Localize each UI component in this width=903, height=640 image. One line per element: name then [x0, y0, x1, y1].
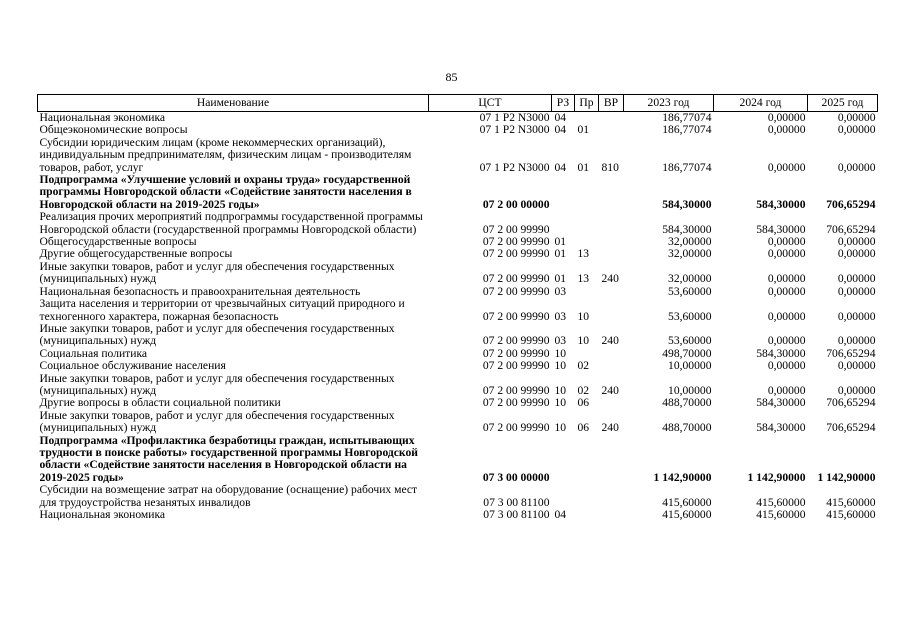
header-vr: ВР [599, 95, 624, 112]
table-row [38, 484, 878, 509]
row-value-2025: 0,00000 [837, 383, 876, 397]
header-rz: РЗ [552, 95, 575, 112]
row-value-2023: 1 142,90000 [653, 470, 712, 484]
table-row [38, 323, 878, 348]
row-vr: 240 [601, 383, 619, 397]
row-cst: 07 2 00 99990 [482, 236, 550, 249]
row-cst: 07 2 00 99990 [482, 360, 550, 373]
table-row [38, 261, 878, 286]
table-row [38, 112, 878, 125]
row-name: Национальная безопасность и правоохранительная деятельность [39, 285, 361, 298]
row-vr [599, 360, 624, 372]
table-row [38, 360, 878, 372]
row-value-2024: 415,60000 [756, 509, 806, 521]
row-value-2023: 186,77074 [662, 124, 712, 137]
row-pr [575, 112, 599, 125]
header-pr: Пр [575, 95, 599, 112]
row-cst: 07 2 00 99990 [482, 347, 550, 360]
table-row [38, 509, 878, 521]
row-value-2023: 415,60000 [662, 495, 712, 509]
row-value-2023: 53,60000 [668, 334, 712, 348]
row-cst: 07 1 Р2 N3000 [479, 111, 550, 124]
row-pr: 13 [577, 248, 590, 261]
row-value-2025: 0,00000 [837, 309, 876, 323]
row-value-2024: 0,00000 [767, 160, 806, 174]
table-row [38, 211, 878, 236]
row-value-2025: 415,60000 [826, 495, 876, 509]
row-rz: 04 [554, 509, 567, 521]
row-name: Иные закупки товаров, работ и услуг для обеспечения государственных (муниципальных) нужд [39, 409, 395, 435]
page-number: 85 [445, 70, 458, 84]
row-name: Социальное обслуживание населения [39, 360, 226, 373]
row-cst: 07 1 Р2 N3000 [479, 160, 550, 174]
row-name: Субсидии юридическим лицам (кроме некоммерческих организаций), индивидуальным предпринимателям, физическим лицам - производителям товаров, работ, услуг [39, 136, 412, 174]
row-value-2023: 488,70000 [662, 397, 712, 410]
table-row [38, 397, 878, 409]
row-value-2023: 10,00000 [668, 360, 712, 373]
row-pr: 10 [577, 334, 590, 348]
header-cst: ЦСТ [429, 95, 552, 112]
row-pr [575, 509, 599, 521]
row-vr [599, 211, 624, 236]
row-value-2025: 0,00000 [837, 160, 876, 174]
row-value-2023: 32,00000 [668, 236, 712, 249]
row-name: Подпрограмма «Улучшение условий и охраны труда» государственной программы Новгородской области «Содействие занятости населения в Новгородской области на 2019-2025 годы» [39, 174, 412, 211]
row-pr [575, 236, 599, 248]
row-vr: 810 [601, 160, 619, 174]
row-value-2023: 53,60000 [668, 309, 712, 323]
row-value-2025: 0,00000 [837, 360, 876, 373]
row-name: Социальная политика [39, 347, 148, 360]
row-cst: 07 1 Р2 N3000 [479, 124, 550, 137]
row-vr [599, 397, 624, 409]
row-value-2023: 53,60000 [668, 285, 712, 298]
row-vr [599, 435, 624, 485]
header-name: Наименование [38, 95, 429, 112]
table-row [38, 286, 878, 298]
row-vr: 240 [601, 334, 619, 348]
row-value-2024: 0,00000 [767, 285, 806, 298]
row-name: Иные закупки товаров, работ и услуг для обеспечения государственных (муниципальных) нужд [39, 322, 395, 348]
row-rz: 01 [554, 248, 567, 261]
row-pr: 13 [577, 272, 590, 286]
row-vr [599, 174, 624, 211]
row-value-2023: 498,70000 [662, 347, 712, 360]
row-value-2025: 0,00000 [837, 334, 876, 348]
row-rz: 03 [554, 309, 567, 323]
row-vr [599, 112, 624, 125]
table-row [38, 174, 878, 211]
row-cst: 07 2 00 99990 [482, 334, 550, 348]
table-row [38, 124, 878, 136]
row-pr: 06 [577, 421, 590, 435]
row-cst: 07 3 00 00000 [482, 470, 550, 484]
row-rz: 01 [554, 272, 567, 286]
row-value-2023: 488,70000 [662, 421, 712, 435]
row-cst: 07 2 00 99990 [482, 421, 550, 435]
row-value-2025: 0,00000 [837, 111, 876, 124]
row-cst: 07 2 00 00000 [482, 197, 550, 211]
row-rz: 10 [554, 360, 567, 373]
row-value-2024: 0,00000 [767, 236, 806, 249]
row-pr [575, 174, 599, 211]
row-value-2024: 584,30000 [756, 421, 806, 435]
row-value-2025: 0,00000 [837, 248, 876, 261]
row-rz: 10 [554, 421, 567, 435]
row-value-2023: 10,00000 [668, 383, 712, 397]
table-row [38, 373, 878, 398]
row-value-2023: 415,60000 [662, 509, 712, 521]
row-value-2024: 0,00000 [767, 383, 806, 397]
row-rz: 03 [554, 334, 567, 348]
table-row [38, 137, 878, 174]
row-rz: 04 [554, 111, 567, 124]
row-value-2023: 186,77074 [662, 111, 712, 124]
row-value-2024: 584,30000 [756, 347, 806, 360]
row-rz: 04 [554, 124, 567, 137]
row-value-2023: 584,30000 [662, 197, 712, 211]
row-vr [599, 348, 624, 360]
row-value-2024: 0,00000 [767, 360, 806, 373]
row-rz: 03 [554, 285, 567, 298]
row-value-2024: 584,30000 [756, 397, 806, 410]
row-pr [575, 286, 599, 298]
table-row [38, 236, 878, 248]
row-value-2024: 0,00000 [767, 248, 806, 261]
row-cst: 07 2 00 99990 [482, 397, 550, 410]
row-cst: 07 2 00 99990 [482, 222, 550, 236]
row-cst: 07 3 00 81100 [483, 495, 550, 509]
row-name: Иные закупки товаров, работ и услуг для обеспечения государственных (муниципальных) нужд [39, 260, 395, 286]
row-rz [552, 211, 575, 236]
row-cst: 07 2 00 99990 [482, 285, 550, 298]
row-value-2025: 0,00000 [837, 285, 876, 298]
row-value-2023: 584,30000 [662, 222, 712, 236]
row-value-2024: 584,30000 [756, 197, 806, 211]
row-value-2025: 415,60000 [826, 509, 876, 521]
row-name: Национальная экономика [39, 509, 166, 521]
row-pr: 06 [577, 397, 590, 410]
row-pr: 01 [577, 124, 590, 137]
row-vr [599, 124, 624, 136]
row-rz [552, 484, 575, 509]
row-value-2025: 0,00000 [837, 236, 876, 249]
row-name: Подпрограмма «Профилактика безработицы граждан, испытывающих трудности в поиске работы» государственной программы Новгородской области «Содействие занятости населения в Новгородской области на 2019-2025 годы» [39, 434, 418, 484]
row-name: Общеэкономические вопросы [39, 124, 188, 137]
row-cst: 07 2 00 99990 [482, 309, 550, 323]
row-value-2025: 706,65294 [826, 222, 876, 236]
row-name: Другие общегосударственные вопросы [39, 248, 233, 261]
row-pr: 02 [577, 360, 590, 373]
row-value-2024: 1 142,90000 [747, 470, 806, 484]
row-rz [552, 174, 575, 211]
header-2025: 2025 год [808, 95, 878, 112]
row-pr: 10 [577, 309, 590, 323]
row-cst: 07 2 00 99990 [482, 272, 550, 286]
row-value-2023: 32,00000 [668, 248, 712, 261]
row-vr [599, 298, 624, 323]
row-value-2025: 0,00000 [837, 272, 876, 286]
row-rz: 10 [554, 397, 567, 410]
row-vr [599, 484, 624, 509]
row-value-2024: 415,60000 [756, 495, 806, 509]
row-cst: 07 2 00 99990 [482, 248, 550, 261]
row-value-2024: 0,00000 [767, 334, 806, 348]
row-value-2025: 706,65294 [826, 347, 876, 360]
table-row [38, 435, 878, 485]
row-value-2023: 186,77074 [662, 160, 712, 174]
row-vr [599, 248, 624, 260]
row-vr: 240 [601, 272, 619, 286]
row-pr [575, 211, 599, 236]
row-vr [599, 286, 624, 298]
row-value-2024: 0,00000 [767, 124, 806, 137]
row-pr [575, 435, 599, 485]
row-value-2024: 0,00000 [767, 309, 806, 323]
row-rz [552, 435, 575, 485]
row-pr: 01 [577, 160, 590, 174]
table-body [38, 112, 878, 522]
row-pr: 02 [577, 383, 590, 397]
header-2024: 2024 год [714, 95, 808, 112]
table-row [38, 248, 878, 260]
row-pr [575, 484, 599, 509]
budget-table [37, 94, 878, 521]
row-name: Субсидии на возмещение затрат на оборудование (оснащение) рабочих мест для трудоустройства незанятых инвалидов [39, 484, 418, 509]
row-value-2025: 706,65294 [826, 197, 876, 211]
row-name: Национальная экономика [39, 111, 166, 124]
row-value-2025: 706,65294 [826, 397, 876, 410]
row-name: Защита населения и территории от чрезвычайных ситуаций природного и техногенного характера, пожарная безопасность [39, 298, 405, 323]
row-name: Реализация прочих мероприятий подпрограммы государственной программы Новгородской области (государственной программы Новгородской области) [39, 211, 423, 236]
row-rz: 10 [554, 347, 567, 360]
row-vr [599, 509, 624, 521]
row-cst: 07 2 00 99990 [482, 383, 550, 397]
row-vr: 240 [601, 421, 619, 435]
table-row [38, 348, 878, 360]
table-row [38, 298, 878, 323]
row-value-2025: 1 142,90000 [817, 470, 876, 484]
row-name: Общегосударственные вопросы [39, 236, 197, 249]
row-value-2025: 0,00000 [837, 124, 876, 137]
table-header-row [38, 95, 878, 112]
row-pr [575, 348, 599, 360]
row-value-2024: 0,00000 [767, 111, 806, 124]
row-rz: 01 [554, 236, 567, 249]
row-value-2023: 32,00000 [668, 272, 712, 286]
row-value-2025: 706,65294 [826, 421, 876, 435]
header-2023: 2023 год [624, 95, 714, 112]
row-rz: 10 [554, 383, 567, 397]
row-rz: 04 [554, 160, 567, 174]
row-value-2024: 584,30000 [756, 222, 806, 236]
row-name: Другие вопросы в области социальной политики [39, 397, 281, 410]
table-row [38, 410, 878, 435]
row-value-2024: 0,00000 [767, 272, 806, 286]
row-name: Иные закупки товаров, работ и услуг для обеспечения государственных (муниципальных) нужд [39, 372, 395, 397]
row-vr [599, 236, 624, 248]
row-cst: 07 3 00 81100 [483, 509, 550, 521]
